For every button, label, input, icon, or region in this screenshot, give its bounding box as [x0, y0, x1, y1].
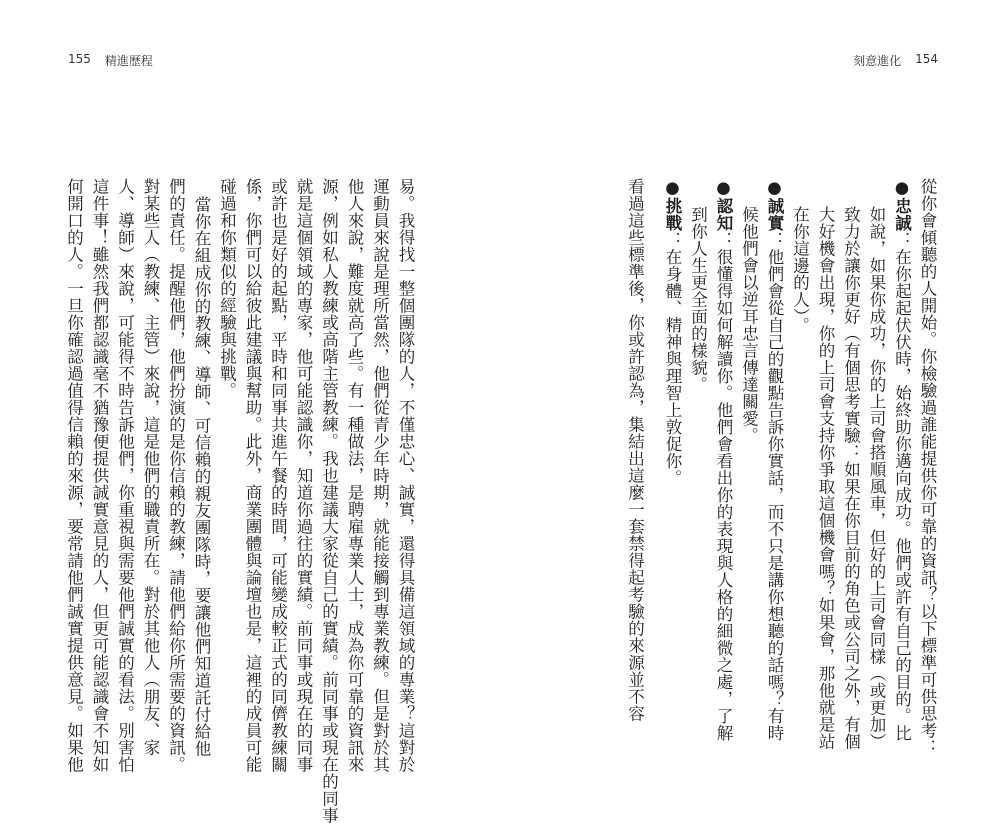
- text-line: 就是這個領域的專家，他可能認識你，知道你過往的實績。前同事或現在的同事: [294, 178, 313, 773]
- intro-line: 從你會傾聽的人開始。你檢驗過誰能提供你可靠的資訊？以下標準可供思考：: [918, 178, 937, 756]
- bullet-term: 挑戰: [663, 197, 682, 232]
- bullet-term: 誠實: [765, 197, 784, 232]
- running-title: 刻意進化: [853, 54, 902, 68]
- bullet-continuation: 致力於讓你更好（有個思考實驗：如果在你目前的角色或公司之外，有個: [841, 206, 861, 751]
- bullet-item: [762, 178, 788, 742]
- bullet-dot-icon: ●: [714, 178, 733, 198]
- spacer: [648, 178, 660, 628]
- text-line: 這件事！雖然我們都認識毫不猶豫便提供誠實意見的人，但更可能認識會不知如: [90, 178, 109, 773]
- text-line: 何開口的人。一旦你確認過值得信賴的來源，要常請他們誠實提供意見。如果他: [64, 178, 84, 773]
- bullet-dot-icon: ●: [663, 178, 682, 198]
- bullet-text: ：在你起起伏伏時，始終助你邁向成功。他們或許有自己的目的。比: [892, 231, 912, 742]
- text-line: 運動員來說是理所當然，他們從青少年時期，就能接觸到專業教練。但是對於其: [370, 178, 390, 773]
- bullet-continuation: 到你人生更全面的樣貌。: [688, 206, 708, 394]
- left-page-body: [64, 178, 418, 824]
- bullet-term: 認知: [714, 197, 733, 232]
- bullet-term: 忠誠: [892, 197, 912, 232]
- right-page-header: [853, 52, 938, 69]
- text-line: 們的責任。提醒他們，他們扮演的是你信賴的教練，請他們給你所需要的資訊。: [166, 178, 186, 773]
- bullet-item: [889, 178, 915, 742]
- text-line: 碰過和你類似的經驗與挑戰。: [217, 178, 237, 399]
- page-number: 154: [915, 52, 938, 66]
- text-line: 他人來說，難度就高了些。有一種做法，是聘雇專業人士，成為你可靠的資訊來: [345, 178, 364, 773]
- text-line: 係，你們可以給彼此建議與幫助。此外，商業團體與論壇也是，這裡的成員可能: [243, 178, 262, 773]
- closing-line: 看過這些標準後，你或許認為，集結出這麼一套禁得起考驗的來源並不容: [625, 178, 645, 722]
- text-line: 人、導師）來說，可能得不時告訴他們，你重視與需要他們誠實的看法。別害怕: [115, 178, 135, 773]
- bullet-dot-icon: ●: [892, 178, 912, 198]
- bullet-continuation: 如說，如果你成功，你的上司會搭順風車，但好的上司會同樣（或更加）: [867, 206, 886, 751]
- bullet-continuation: 候他們會以逆耳忠言傳達關愛。: [739, 206, 759, 445]
- bullet-item: [660, 178, 686, 628]
- bullet-continuation: 在你這邊的人）。: [790, 206, 810, 334]
- right-page-body: [572, 178, 940, 756]
- text-line: 當你在組成你的教練、導師、可信賴的親友團隊時，要讓他們知道託付給他: [192, 196, 211, 758]
- left-page-header: [68, 52, 153, 69]
- bullet-text: ：在身體、精神與理智上敦促你。: [663, 231, 682, 487]
- bullet-dot-icon: ●: [765, 178, 784, 198]
- right-page: [500, 0, 1000, 756]
- bullet-text: ：他們會從自己的觀點告訴你實話，而不只是講你想聽的話嗎？有時: [765, 231, 784, 742]
- bullet-continuation: 大好機會出現，你的上司會支持你爭取這個機會嗎？如果會，那他就是站: [816, 206, 835, 751]
- page-number: 155: [68, 52, 91, 66]
- text-line: 對某些人（教練、主管）來說，這是他們的職責所在。對於其他人（朋友、家: [141, 178, 160, 756]
- text-line: 或許也是好的起點，平時和同事共進午餐的時間，可能變成較正式的同儕教練關: [268, 178, 288, 773]
- running-title: 精進歷程: [104, 54, 153, 68]
- text-line: 源，例如私人教練或高階主管教練。我也建議大家從自己的實績。前同事或現在的同事: [319, 178, 339, 824]
- bullet-text: ：很懂得如何解讀你。他們會看出你的表現與人格的細微之處，了解: [714, 231, 733, 742]
- text-line: 易。我得找一整個團隊的人，不僅忠心、誠實，還得具備這領域的專業？這對於: [396, 178, 415, 773]
- bullet-item: [711, 178, 737, 742]
